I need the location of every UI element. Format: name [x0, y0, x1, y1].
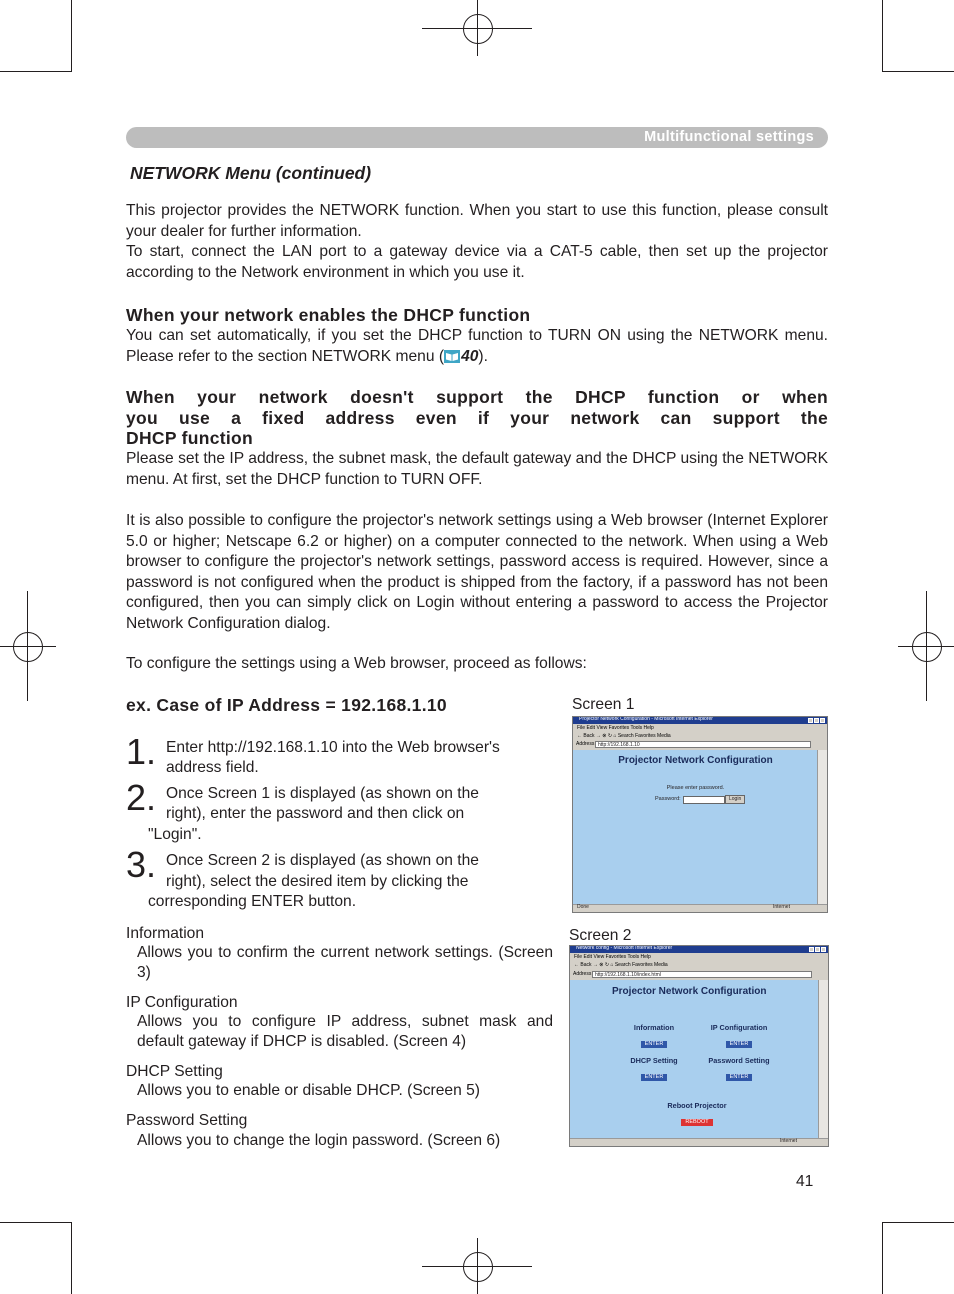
screen-2-dhcp-enter-button[interactable]: ENTER — [641, 1074, 668, 1081]
screen-2-title-bar — [570, 946, 828, 953]
screen-2-content — [570, 980, 819, 1139]
step-2-line3: "Login". — [148, 826, 202, 843]
screen-1-toolbar[interactable]: ← Back → ⊗ ↻ ⌂ Search Favorites Media — [577, 733, 671, 739]
screen-2-item-password — [684, 1056, 794, 1083]
step-3-line3: corresponding ENTER button. — [148, 893, 357, 910]
close-icon[interactable] — [821, 947, 826, 952]
screen-2-label: Screen 2 — [569, 927, 632, 944]
screen-2-browser — [569, 945, 829, 1147]
step-2-line2: right), enter the password and then click on — [166, 805, 465, 822]
screen-2-status-bar — [570, 1138, 828, 1146]
dhcp-off-heading-line2: you use a fixed address even if your network can support the — [126, 408, 828, 428]
dhcp-on-body-text: You can set automatically, if you set the DHCP function to TURN ON using the NETWORK menu. Please refer to the section NETWORK menu ( — [126, 327, 828, 365]
screen-2-reboot-button[interactable]: REBOOT — [681, 1119, 712, 1126]
screen-1-status-right: Internet — [773, 904, 790, 910]
screen-2-status-right: Internet — [780, 1138, 797, 1144]
screen-1-content — [573, 750, 818, 905]
screen-1-scrollbar[interactable] — [817, 750, 827, 905]
minimize-icon[interactable] — [809, 947, 814, 952]
intro-paragraph-1: This projector provides the NETWORK function. When you start to use this function, please consult your dealer for further information. — [126, 202, 828, 240]
book-icon — [444, 349, 460, 362]
screen-2-password-label: Password Setting — [708, 1056, 770, 1065]
section-title: NETWORK Menu (continued) — [130, 163, 372, 183]
browser-paragraph: It is also possible to configure the projector's network settings using a Web browser (Internet Explorer 5.0 or higher; Netscape 6.2 or higher) on a computer connected to the network. When using a Web browser to configure the projector's network settings, password access is required. However, since a password is not configured when the product is shipped from the factory, if a password has not been configured, then you can simply click on Login without entering a password to access the Projector Network Configuration dialog. — [126, 512, 828, 632]
screen-2-toolbar[interactable]: ← Back → ⊗ ↻ ⌂ Search Favorites Media — [574, 962, 668, 968]
item-password-desc: Allows you to change the login password. (Screen 6) — [137, 1132, 501, 1149]
screen-1-status-bar — [573, 904, 827, 912]
step-1-line1: Enter http://192.168.1.10 into the Web browser's — [166, 739, 500, 756]
screen-2-address-label: Address — [573, 971, 592, 977]
dhcp-on-body — [126, 326, 828, 367]
header-title: Multifunctional settings — [644, 129, 814, 145]
screen-1-password-label: Password: — [655, 796, 681, 802]
screen-2-password-enter-button[interactable]: ENTER — [726, 1074, 753, 1081]
intro-paragraph-2: To start, connect the LAN port to a gateway device via a CAT-5 cable, then set up the projector according to the Network environment in which you use it. — [126, 243, 828, 281]
header-bar — [126, 127, 828, 148]
screen-1-browser — [572, 716, 828, 913]
screen-1-status-left: Done — [577, 904, 589, 910]
dhcp-off-heading-line3: DHCP function — [126, 428, 254, 448]
screen-1-address-label: Address — [576, 741, 595, 747]
step-2-line1: Once Screen 1 is displayed (as shown on the — [166, 785, 479, 802]
screen-2-window-title: Network config - Microsoft Internet Explorer — [576, 945, 673, 951]
screen-1-address-input[interactable]: http://192.168.1.10 — [595, 741, 811, 748]
screen-1-password-input[interactable] — [683, 796, 725, 804]
ref-page-number: 40 — [461, 347, 479, 365]
screen-2-ip-config-label: IP Configuration — [710, 1023, 768, 1032]
item-ip-config-title: IP Configuration — [126, 994, 238, 1011]
item-dhcp-desc: Allows you to enable or disable DHCP. (Screen 5) — [137, 1082, 480, 1099]
screen-2-menu-bar[interactable]: File Edit View Favorites Tools Help — [574, 954, 651, 960]
screen-2-dhcp-label: DHCP Setting — [630, 1056, 678, 1065]
screen-2-address-input[interactable]: http://192.168.1.10/index.html — [592, 971, 812, 978]
step-1-line2: address field. — [166, 759, 259, 776]
screen-2-heading: Projector Network Configuration — [612, 986, 767, 997]
close-icon[interactable] — [820, 718, 825, 723]
item-information-title: Information — [126, 925, 205, 942]
dhcp-on-heading: When your network enables the DHCP function — [126, 305, 531, 325]
screen-1-label: Screen 1 — [572, 696, 635, 713]
item-password-title: Password Setting — [126, 1112, 248, 1129]
screen-1-login-button[interactable]: Login — [725, 795, 745, 804]
screen-2-information-label: Information — [633, 1023, 675, 1032]
screen-1-prompt: Please enter password. — [666, 785, 725, 791]
item-dhcp-title: DHCP Setting — [126, 1063, 223, 1080]
step-1-number: 1. — [126, 731, 157, 772]
maximize-icon[interactable] — [815, 947, 820, 952]
item-information-desc: Allows you to confirm the current network settings. (Screen 3) — [137, 944, 553, 981]
step-3-line1: Once Screen 2 is displayed (as shown on the — [166, 852, 479, 869]
screen-2-reboot-label: Reboot Projector — [667, 1101, 727, 1110]
screen-2-item-reboot — [642, 1101, 752, 1128]
screen-2-scrollbar[interactable] — [818, 980, 828, 1139]
screen-2-information-enter-button[interactable]: ENTER — [641, 1041, 668, 1048]
screen-1-title-bar — [573, 717, 827, 724]
screen-2-ip-config-enter-button[interactable]: ENTER — [726, 1041, 753, 1048]
dhcp-off-body: Please set the IP address, the subnet mask, the default gateway and the DHCP using the NETWORK menu. At first, set the DHCP function to TURN OFF. — [126, 450, 828, 488]
screen-1-window-title: Projector Network Configuration - Microsoft Internet Explorer — [579, 716, 713, 722]
dhcp-on-body-end: ). — [478, 347, 488, 365]
step-2-number: 2. — [126, 777, 157, 818]
step-3-number: 3. — [126, 844, 157, 885]
dhcp-off-heading-line1: When your network doesn't support the DHCP function or when — [126, 387, 828, 407]
page-number: 41 — [796, 1173, 814, 1190]
screen-1-heading: Projector Network Configuration — [618, 755, 773, 766]
screen-2-item-ip-config — [684, 1023, 794, 1050]
example-heading: ex. Case of IP Address = 192.168.1.10 — [126, 695, 447, 715]
maximize-icon[interactable] — [814, 718, 819, 723]
item-ip-config-desc: Allows you to configure IP address, subnet mask and default gateway if DHCP is disabled. (Screen 4) — [137, 1013, 553, 1050]
screen-1-menu-bar[interactable]: File Edit View Favorites Tools Help — [577, 725, 654, 731]
step-3-line2: right), select the desired item by clicking the — [166, 873, 469, 890]
proceed-paragraph: To configure the settings using a Web browser, proceed as follows: — [126, 655, 587, 672]
minimize-icon[interactable] — [808, 718, 813, 723]
